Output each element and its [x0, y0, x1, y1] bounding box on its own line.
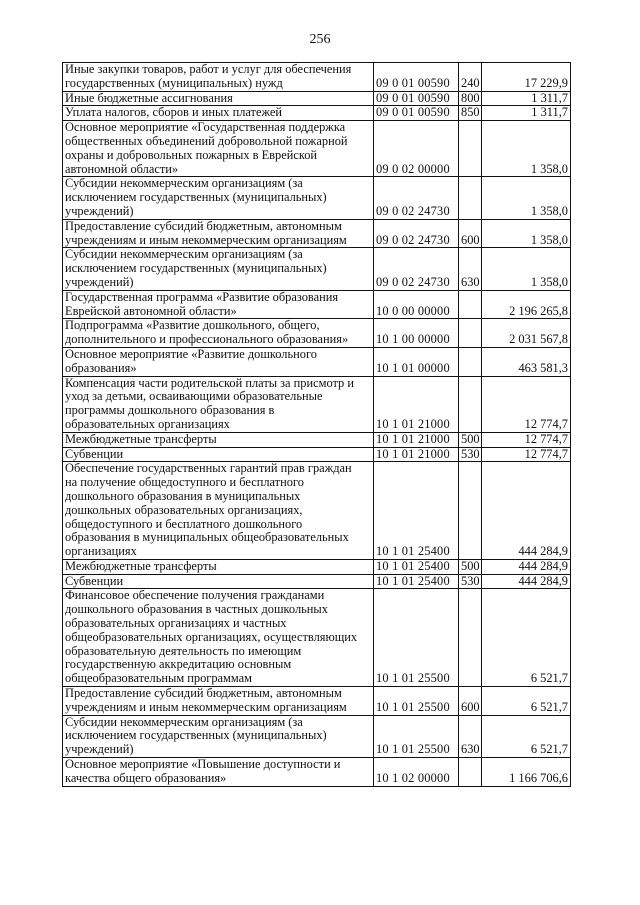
row-amount-cell: 444 284,9 — [482, 559, 571, 574]
row-code-cell: 10 1 00 00000 — [374, 319, 459, 348]
row-name-cell: Основное мероприятие «Повышение доступности и качества общего образования» — [63, 758, 374, 787]
row-code-cell: 10 1 01 21000 — [374, 376, 459, 432]
row-code-cell: 10 1 01 21000 — [374, 447, 459, 462]
row-code-cell: 09 0 02 24730 — [374, 248, 459, 290]
row-amount-cell: 463 581,3 — [482, 347, 571, 376]
row-name-cell: Подпрограмма «Развитие дошкольного, общего, дополнительного и профессионального образования» — [63, 319, 374, 348]
row-code-cell: 09 0 01 00590 — [374, 106, 459, 121]
row-expense-type-cell — [459, 758, 482, 787]
row-name-cell: Уплата налогов, сборов и иных платежей — [63, 106, 374, 121]
row-code-cell: 09 0 01 00590 — [374, 91, 459, 106]
table-row — [63, 63, 571, 92]
row-code-cell: 10 1 01 25400 — [374, 462, 459, 560]
table-row — [63, 432, 571, 447]
row-expense-type-cell — [459, 177, 482, 219]
row-name-cell: Основное мероприятие «Развитие дошкольного образования» — [63, 347, 374, 376]
row-expense-type-cell: 800 — [459, 91, 482, 106]
table-row — [63, 177, 571, 219]
table-row — [63, 715, 571, 757]
table-row — [63, 347, 571, 376]
row-expense-type-cell — [459, 462, 482, 560]
row-name-cell: Иные закупки товаров, работ и услуг для обеспечения государственных (муниципальных) нужд — [63, 63, 374, 92]
row-expense-type-cell — [459, 290, 482, 319]
page-number: 256 — [309, 32, 331, 47]
row-amount-cell: 1 358,0 — [482, 248, 571, 290]
row-code-cell: 10 1 01 25400 — [374, 559, 459, 574]
table-row — [63, 462, 571, 560]
table-row — [63, 758, 571, 787]
row-expense-type-cell: 600 — [459, 219, 482, 248]
row-expense-type-cell: 500 — [459, 432, 482, 447]
row-expense-type-cell — [459, 376, 482, 432]
row-expense-type-cell — [459, 589, 482, 687]
row-code-cell: 10 1 01 21000 — [374, 432, 459, 447]
row-code-cell: 09 0 02 24730 — [374, 219, 459, 248]
row-amount-cell: 1 311,7 — [482, 91, 571, 106]
table-row — [63, 319, 571, 348]
row-code-cell: 10 0 00 00000 — [374, 290, 459, 319]
row-amount-cell: 1 311,7 — [482, 106, 571, 121]
row-name-cell: Межбюджетные трансферты — [63, 559, 374, 574]
row-name-cell: Межбюджетные трансферты — [63, 432, 374, 447]
row-amount-cell: 12 774,7 — [482, 447, 571, 462]
row-expense-type-cell: 530 — [459, 447, 482, 462]
row-name-cell: Финансовое обеспечение получения гражданами дошкольного образования в частных дошкольных образовательных организациях и частных общеобразовательных организациях, осуществляющих образовательную деятельность по имеющим государственную аккредитацию основным общеобразовательным программам — [63, 589, 374, 687]
row-code-cell: 10 1 02 00000 — [374, 758, 459, 787]
row-name-cell: Субсидии некоммерческим организациям (за исключением государственных (муниципальных) учреждений) — [63, 177, 374, 219]
table-row — [63, 447, 571, 462]
row-code-cell: 10 1 01 25500 — [374, 589, 459, 687]
row-amount-cell: 6 521,7 — [482, 715, 571, 757]
row-expense-type-cell: 630 — [459, 248, 482, 290]
row-name-cell: Субвенции — [63, 447, 374, 462]
row-amount-cell: 12 774,7 — [482, 432, 571, 447]
table-row — [63, 559, 571, 574]
row-expense-type-cell: 850 — [459, 106, 482, 121]
row-amount-cell: 444 284,9 — [482, 462, 571, 560]
row-code-cell: 10 1 01 25400 — [374, 574, 459, 589]
table-row — [63, 574, 571, 589]
row-name-cell: Государственная программа «Развитие образования Еврейской автономной области» — [63, 290, 374, 319]
row-code-cell: 10 1 01 25500 — [374, 715, 459, 757]
row-name-cell: Субвенции — [63, 574, 374, 589]
table-row — [63, 106, 571, 121]
row-expense-type-cell: 600 — [459, 687, 482, 716]
row-expense-type-cell: 240 — [459, 63, 482, 92]
row-expense-type-cell — [459, 347, 482, 376]
row-name-cell: Основное мероприятие «Государственная поддержка общественных объединений добровольной пожарной охраны и добровольных пожарных в Еврейской автономной области» — [63, 121, 374, 177]
row-code-cell: 10 1 01 00000 — [374, 347, 459, 376]
budget-table-body — [63, 63, 571, 787]
table-row — [63, 121, 571, 177]
row-amount-cell: 12 774,7 — [482, 376, 571, 432]
row-name-cell: Компенсация части родительской платы за присмотр и уход за детьми, осваивающими образовательные программы дошкольного образования в образовательных организациях — [63, 376, 374, 432]
row-name-cell: Иные бюджетные ассигнования — [63, 91, 374, 106]
table-row — [63, 290, 571, 319]
table-row — [63, 91, 571, 106]
row-expense-type-cell: 630 — [459, 715, 482, 757]
budget-table — [62, 62, 571, 787]
row-expense-type-cell: 530 — [459, 574, 482, 589]
row-expense-type-cell — [459, 121, 482, 177]
table-row — [63, 219, 571, 248]
row-code-cell: 09 0 02 24730 — [374, 177, 459, 219]
row-amount-cell: 17 229,9 — [482, 63, 571, 92]
row-amount-cell: 1 358,0 — [482, 219, 571, 248]
row-amount-cell: 2 196 265,8 — [482, 290, 571, 319]
row-expense-type-cell: 500 — [459, 559, 482, 574]
row-amount-cell: 1 166 706,6 — [482, 758, 571, 787]
row-code-cell: 09 0 01 00590 — [374, 63, 459, 92]
row-name-cell: Субсидии некоммерческим организациям (за исключением государственных (муниципальных) учреждений) — [63, 248, 374, 290]
row-name-cell: Предоставление субсидий бюджетным, автономным учреждениям и иным некоммерческим организациям — [63, 687, 374, 716]
table-row — [63, 687, 571, 716]
row-amount-cell: 444 284,9 — [482, 574, 571, 589]
row-amount-cell: 1 358,0 — [482, 121, 571, 177]
table-row — [63, 248, 571, 290]
row-amount-cell: 6 521,7 — [482, 589, 571, 687]
row-amount-cell: 6 521,7 — [482, 687, 571, 716]
row-code-cell: 09 0 02 00000 — [374, 121, 459, 177]
row-expense-type-cell — [459, 319, 482, 348]
row-name-cell: Предоставление субсидий бюджетным, автономным учреждениям и иным некоммерческим организациям — [63, 219, 374, 248]
row-amount-cell: 1 358,0 — [482, 177, 571, 219]
row-code-cell: 10 1 01 25500 — [374, 687, 459, 716]
row-name-cell: Обеспечение государственных гарантий прав граждан на получение общедоступного и бесплатного дошкольного образования в муниципальных дошкольных образовательных организациях, общедоступного и бесплатного дошкольного образования в муниципальных общеобразовательных организациях — [63, 462, 374, 560]
row-amount-cell: 2 031 567,8 — [482, 319, 571, 348]
row-name-cell: Субсидии некоммерческим организациям (за исключением государственных (муниципальных) учреждений) — [63, 715, 374, 757]
table-row — [63, 589, 571, 687]
table-row — [63, 376, 571, 432]
